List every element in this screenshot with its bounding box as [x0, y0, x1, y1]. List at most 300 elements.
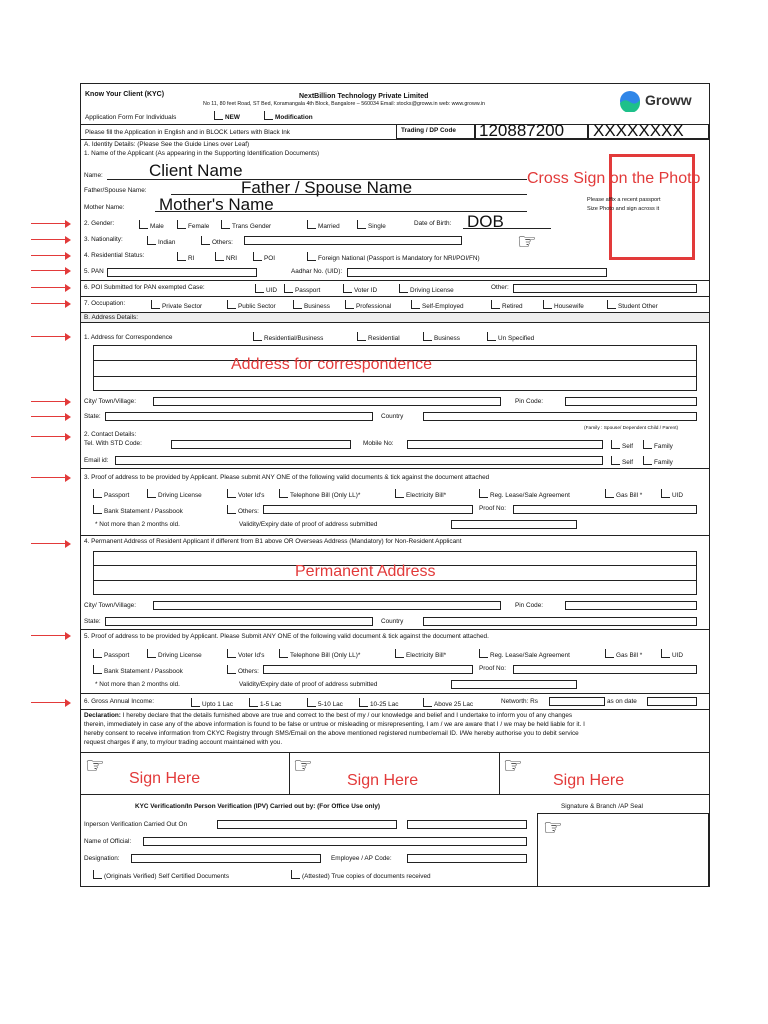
gender-male-label: Male: [150, 223, 164, 230]
occupation-student-checkbox[interactable]: [607, 300, 616, 309]
proof-uid-label: UID: [672, 492, 684, 499]
occupation-professional-label: Professional: [356, 303, 392, 310]
proof-uid[interactable]: [661, 489, 683, 500]
residential-poi[interactable]: [253, 252, 275, 263]
occupation-public[interactable]: [227, 300, 276, 311]
proof-others-field[interactable]: [263, 505, 473, 514]
photo-title: Cross Sign on the Photo: [527, 170, 701, 187]
proof-label: 3. Proof of address to be provided by Applicant. Please submit ANY ONE of the following valid documents & tick against the document attached: [84, 474, 490, 481]
groww-logo-text: Groww: [645, 92, 692, 108]
proof-telephone[interactable]: [279, 489, 360, 500]
poi-other-field[interactable]: [513, 284, 697, 293]
gender-male-checkbox[interactable]: [139, 220, 148, 229]
official-field[interactable]: [143, 837, 527, 846]
modification-label: Modification: [275, 114, 313, 121]
proof-telephone-checkbox[interactable]: [279, 489, 288, 498]
gender-trans-label: Trans Gender: [232, 223, 272, 230]
corr-residential-label: Residential: [368, 335, 400, 342]
poi-driving-label: Driving License: [410, 287, 454, 294]
proof2-uid-checkbox[interactable]: [661, 649, 670, 658]
occupation-self-label: Self-Employed: [422, 303, 464, 310]
proof-others-label: Others:: [238, 508, 259, 515]
mother-label: Mother Name:: [84, 204, 125, 211]
occupation-public-checkbox[interactable]: [227, 300, 236, 309]
perm-city-field[interactable]: [153, 601, 501, 610]
new-checkbox[interactable]: [214, 111, 223, 120]
income-upto-1-label: Upto 1 Lac: [202, 701, 233, 708]
attested-option[interactable]: [291, 870, 431, 881]
mobile-self[interactable]: [611, 440, 633, 451]
corr-residential-checkbox[interactable]: [357, 332, 366, 341]
email-label: Email id:: [84, 457, 109, 464]
proof-telephone-label: Telephone Bill (Only LL)*: [290, 492, 361, 499]
residential-nri[interactable]: [215, 252, 237, 263]
perm-pin-label: Pin Code:: [515, 602, 544, 609]
modification-checkbox[interactable]: [264, 111, 273, 120]
proof-lease-label: Reg. Lease/Sale Agreement: [490, 492, 570, 499]
proof-passport[interactable]: [93, 489, 129, 500]
kyc-form: [80, 83, 710, 887]
name-heading: 1. Name of the Applicant (As appearing in the Supporting Identification Documents): [84, 150, 320, 157]
inperson-label: Inperson Verification Carried Out On: [84, 821, 188, 828]
perm-label: 4. Permanent Address of Resident Applicant if different from B1 above OR Overseas Address (Mandatory) for Non-Resident Applicant: [84, 538, 462, 545]
gender-male[interactable]: [139, 220, 164, 231]
residential-ri-checkbox[interactable]: [177, 252, 186, 261]
arrow-nationality: [31, 236, 71, 244]
proof-no-field[interactable]: [513, 505, 697, 514]
gender-label: 2. Gender:: [84, 220, 115, 227]
proof2-bank-label: Bank Statement / Passbook: [104, 668, 183, 675]
mobile-family-label: Family: [654, 443, 673, 450]
dp-code-value: XXXXXXXX: [593, 121, 684, 140]
poi-uid-checkbox[interactable]: [255, 284, 264, 293]
proof2-voter-checkbox[interactable]: [227, 649, 236, 658]
aadhar-label: Aadhar No. (UID):: [291, 268, 343, 275]
mother-value: Mother's Name: [159, 195, 274, 214]
occupation-professional-checkbox[interactable]: [345, 300, 354, 309]
not-more-note: * Not more than 2 months old.: [95, 521, 180, 528]
occupation-housewife[interactable]: [543, 300, 584, 311]
occupation-housewife-label: Housewife: [554, 303, 584, 310]
mobile-family-checkbox[interactable]: [643, 440, 652, 449]
trading-dp-label: Trading / DP Code: [401, 127, 456, 134]
occupation-business[interactable]: [293, 300, 330, 311]
email-self-label: Self: [622, 459, 634, 466]
proof2-no-label: Proof No:: [479, 665, 506, 672]
city-label: City/ Town/Village:: [84, 398, 136, 405]
identity-section-label: A. Identity Details: (Please See the Guide Lines over Leaf): [84, 141, 250, 148]
father-value: Father / Spouse Name: [241, 178, 413, 197]
form-title: Know Your Client (KYC): [85, 91, 165, 98]
proof2-electricity-checkbox[interactable]: [395, 649, 404, 658]
proof2-passport[interactable]: [93, 649, 129, 660]
sign-hand-2-icon: ☞: [293, 753, 313, 778]
occupation-student[interactable]: [607, 300, 658, 311]
corr-unspecified-label: Un Specified: [498, 335, 535, 342]
nationality-others-field[interactable]: [244, 236, 462, 245]
perm-city-label: City/ Town/Village:: [84, 602, 136, 609]
income-1-5[interactable]: [249, 698, 281, 709]
perm-country-field[interactable]: [423, 617, 697, 626]
arrow-permanent: [31, 540, 71, 548]
proof-lease[interactable]: [479, 489, 570, 500]
proof-driving-checkbox[interactable]: [147, 489, 156, 498]
corr-unspecified[interactable]: [487, 332, 534, 343]
networth-label: Networth: Rs: [501, 698, 538, 705]
official-label: Name of Official:: [84, 838, 132, 845]
proof-passport-label: Passport: [104, 492, 130, 499]
income-1-5-checkbox[interactable]: [249, 698, 258, 707]
nationality-others-label: Others:: [212, 239, 233, 246]
proof2-electricity-label: Electricity Bill*: [406, 652, 447, 659]
proof2-bank[interactable]: [93, 665, 183, 676]
income-above-25-checkbox[interactable]: [423, 698, 432, 707]
perm-pin-field[interactable]: [565, 601, 697, 610]
city-field[interactable]: [153, 397, 501, 406]
new-option[interactable]: [214, 111, 240, 122]
proof2-driving-checkbox[interactable]: [147, 649, 156, 658]
declaration-line-1: [84, 712, 572, 720]
poi-passport[interactable]: [284, 284, 320, 295]
corr-business[interactable]: [423, 332, 460, 343]
occupation-retired-label: Retired: [502, 303, 523, 310]
proof2-not-more: * Not more than 2 months old.: [95, 681, 180, 688]
photo-note-2: Size Photo and sign across it: [587, 206, 660, 212]
gender-female[interactable]: [177, 220, 209, 231]
status-single-checkbox[interactable]: [357, 220, 366, 229]
status-married[interactable]: [307, 220, 340, 231]
proof2-lease[interactable]: [479, 649, 570, 660]
contact-label: 2. Contact Details:: [84, 431, 137, 438]
proof-uid-checkbox[interactable]: [661, 489, 670, 498]
corr-res-business-checkbox[interactable]: [253, 332, 262, 341]
occupation-public-label: Public Sector: [238, 303, 276, 310]
as-on-date-field[interactable]: [647, 697, 697, 706]
arrow-city: [31, 398, 71, 406]
name-label: Name:: [84, 172, 103, 179]
originals-label: (Originals Verified) Self Certified Documents: [104, 873, 230, 880]
residential-nri-label: NRI: [226, 255, 238, 262]
email-field[interactable]: [115, 456, 603, 465]
pan-label: 5. PAN: [84, 268, 104, 275]
perm-state-field[interactable]: [105, 617, 373, 626]
dob-value: DOB: [467, 212, 504, 231]
corr-residential[interactable]: [357, 332, 400, 343]
proof-gas[interactable]: [605, 489, 642, 500]
poi-uid-label: UID: [266, 287, 278, 294]
seal-hand-icon: ☞: [543, 815, 563, 840]
residential-ri-label: RI: [188, 255, 195, 262]
corr-res-business-label: Residential/Business: [264, 335, 324, 342]
proof2-gas-label: Gas Bill *: [616, 652, 643, 659]
mobile-self-label: Self: [622, 443, 634, 450]
occupation-retired-checkbox[interactable]: [491, 300, 500, 309]
pan-field[interactable]: [107, 268, 257, 277]
income-5-10[interactable]: [307, 698, 343, 709]
gender-female-checkbox[interactable]: [177, 220, 186, 229]
mobile-field[interactable]: [407, 440, 603, 449]
proof-driving[interactable]: [147, 489, 202, 500]
status-married-checkbox[interactable]: [307, 220, 316, 229]
state-field[interactable]: [105, 412, 373, 421]
proof2-passport-checkbox[interactable]: [93, 649, 102, 658]
modification-option[interactable]: [264, 111, 313, 122]
email-family-label: Family: [654, 459, 673, 466]
occupation-business-checkbox[interactable]: [293, 300, 302, 309]
gender-trans[interactable]: [221, 220, 271, 231]
proof2-label: 5. Proof of address to be provided by Applicant. Please Submit ANY ONE of the following valid document & tick against the document attached.: [84, 633, 489, 640]
form-subtitle: Application Form For Individuals: [85, 114, 177, 121]
poi-uid[interactable]: [255, 284, 277, 295]
status-single-label: Single: [368, 223, 386, 230]
proof-bank[interactable]: [93, 505, 183, 516]
originals-option[interactable]: [93, 870, 229, 881]
country-field[interactable]: [423, 412, 697, 421]
gender-female-label: Female: [188, 223, 210, 230]
occupation-professional[interactable]: [345, 300, 391, 311]
proof-others[interactable]: [227, 505, 259, 516]
country-label: Country: [381, 413, 404, 420]
arrow-correspondence: [31, 333, 71, 341]
declaration-title: Declaration:: [84, 712, 121, 719]
status-married-label: Married: [318, 223, 340, 230]
residential-foreign-label: Foreign National (Passport is Mandatory for NRI/POI/FN): [318, 255, 480, 262]
aadhar-field[interactable]: [347, 268, 607, 277]
employee-label: Employee / AP Code:: [331, 855, 392, 862]
occupation-label: 7. Occupation:: [84, 300, 126, 307]
proof-voter-checkbox[interactable]: [227, 489, 236, 498]
proof2-telephone[interactable]: [279, 649, 360, 660]
new-label: NEW: [225, 114, 240, 121]
tel-label: Tel. With STD Code:: [84, 440, 142, 447]
proof-bank-label: Bank Statement / Passbook: [104, 508, 183, 515]
residential-foreign[interactable]: [307, 252, 480, 263]
as-on-date-label: as on date: [607, 698, 637, 705]
arrow-gender: [31, 220, 71, 228]
validity-field[interactable]: [451, 520, 577, 529]
income-5-10-checkbox[interactable]: [307, 698, 316, 707]
sign-hand-1-icon: ☞: [85, 753, 105, 778]
income-label: 6. Gross Annual Income:: [84, 698, 154, 705]
corr-unspecified-checkbox[interactable]: [487, 332, 496, 341]
poi-other-label: Other:: [491, 284, 509, 291]
corr-business-checkbox[interactable]: [423, 332, 432, 341]
arrow-contact: [31, 433, 71, 441]
company-address: No 11, 80 feet Road, ST Bed, Koramangala 4th Block, Bangalore – 560034 Email: stocks@groww.in web: www.groww.in: [203, 101, 485, 107]
income-1-5-label: 1-5 Lac: [260, 701, 282, 708]
attested-label: (Attested) True copies of documents received: [302, 873, 431, 880]
residential-ri[interactable]: [177, 252, 194, 263]
residential-poi-checkbox[interactable]: [253, 252, 262, 261]
email-family-checkbox[interactable]: [643, 456, 652, 465]
family-note: (Family : Spouse/ Dependent Child / Parent): [584, 426, 679, 431]
declaration-line-2: therein, immediately in case any of the above information is found to be false or untrue or misleading or misrepresenting, I am / we are aware that I / we may be held liable for it. I: [84, 721, 585, 728]
groww-logo-icon: [619, 90, 641, 112]
residential-nri-checkbox[interactable]: [215, 252, 224, 261]
proof2-uid[interactable]: [661, 649, 683, 660]
gender-trans-checkbox[interactable]: [221, 220, 230, 229]
inperson-field[interactable]: [217, 820, 397, 829]
proof-voter[interactable]: [227, 489, 264, 500]
proof-electricity[interactable]: [395, 489, 446, 500]
validity-label: Validity/Expiry date of proof of address submitted: [239, 521, 378, 528]
pointing-hand-icon: ☞: [517, 229, 537, 254]
networth-field[interactable]: [549, 697, 605, 706]
residential-poi-label: POI: [264, 255, 276, 262]
occupation-retired[interactable]: [491, 300, 523, 311]
declaration-line-4: request charges if any, to my/our trading account maintained with you.: [84, 739, 283, 746]
sign-here-2[interactable]: Sign Here: [347, 772, 419, 789]
email-self-checkbox[interactable]: [611, 456, 620, 465]
corr-res-business[interactable]: [253, 332, 323, 343]
proof2-driving[interactable]: [147, 649, 202, 660]
occupation-private-label: Private Sector: [162, 303, 203, 310]
inperson-date-field[interactable]: [407, 820, 527, 829]
income-upto-1-checkbox[interactable]: [191, 698, 200, 707]
occupation-self[interactable]: [411, 300, 464, 311]
attested-checkbox[interactable]: [291, 870, 300, 879]
perm-address-value: Permanent Address: [295, 563, 436, 580]
income-upto-1[interactable]: [191, 698, 233, 709]
designation-field[interactable]: [131, 854, 321, 863]
proof-driving-label: Driving License: [158, 492, 202, 499]
groww-logo: [619, 90, 641, 117]
proof-lease-checkbox[interactable]: [479, 489, 488, 498]
nationality-label: 3. Nationality:: [84, 236, 123, 243]
income-above-25-label: Above 25 Lac: [434, 701, 474, 708]
email-family[interactable]: [643, 456, 673, 467]
occupation-business-label: Business: [304, 303, 330, 310]
income-10-25-label: 10-25 Lac: [370, 701, 399, 708]
proof-electricity-checkbox[interactable]: [395, 489, 404, 498]
mobile-label: Mobile No:: [363, 440, 394, 447]
sign-here-1[interactable]: Sign Here: [129, 770, 201, 787]
mobile-family[interactable]: [643, 440, 673, 451]
occupation-private-checkbox[interactable]: [151, 300, 160, 309]
dob-label: Date of Birth:: [414, 220, 452, 227]
seal-box[interactable]: [537, 813, 709, 887]
proof-passport-checkbox[interactable]: [93, 489, 102, 498]
proof2-gas-checkbox[interactable]: [605, 649, 614, 658]
occupation-student-label: Student Other: [618, 303, 658, 310]
originals-checkbox[interactable]: [93, 870, 102, 879]
perm-state-label: State:: [84, 618, 101, 625]
arrow-proof2: [31, 632, 71, 640]
designation-label: Designation:: [84, 855, 120, 862]
corr-label: 1. Address for Correspondence: [84, 334, 173, 341]
address-section-bar: [81, 313, 709, 322]
poi-voter-label: Voter ID: [354, 287, 378, 294]
arrow-proof: [31, 474, 71, 482]
proof2-driving-label: Driving License: [158, 652, 202, 659]
status-single[interactable]: [357, 220, 386, 231]
residential-label: 4. Residential Status:: [84, 252, 145, 259]
proof2-others[interactable]: [227, 665, 259, 676]
proof2-passport-label: Passport: [104, 652, 130, 659]
arrow-state: [31, 413, 71, 421]
mobile-self-checkbox[interactable]: [611, 440, 620, 449]
email-self[interactable]: [611, 456, 633, 467]
employee-field[interactable]: [407, 854, 527, 863]
validity2-label: Validity/Expiry date of proof of address submitted: [239, 681, 378, 688]
trading-code-value: 120887200: [479, 121, 565, 140]
poi-passport-label: Passport: [295, 287, 321, 294]
arrow-occupation: [31, 300, 71, 308]
proof-gas-checkbox[interactable]: [605, 489, 614, 498]
proof-voter-label: Voter Id's: [238, 492, 265, 499]
sign-hand-3-icon: ☞: [503, 753, 523, 778]
proof2-others-field[interactable]: [263, 665, 473, 674]
arrow-pan: [31, 267, 71, 275]
sign-here-3[interactable]: Sign Here: [553, 772, 625, 789]
poi-passport-checkbox[interactable]: [284, 284, 293, 293]
nationality-others-checkbox[interactable]: [201, 236, 210, 245]
state-label: State:: [84, 413, 101, 420]
perm-country-label: Country: [381, 618, 404, 625]
occupation-private[interactable]: [151, 300, 202, 311]
poi-voter[interactable]: [343, 284, 377, 295]
nationality-others[interactable]: [201, 236, 233, 247]
proof2-lease-label: Reg. Lease/Sale Agreement: [490, 652, 570, 659]
proof2-lease-checkbox[interactable]: [479, 649, 488, 658]
nationality-indian-checkbox[interactable]: [147, 236, 156, 245]
corr-address-value: Address for correspondence: [231, 356, 432, 373]
income-10-25[interactable]: [359, 698, 398, 709]
validity2-field[interactable]: [451, 680, 577, 689]
proof2-voter-label: Voter Id's: [238, 652, 265, 659]
occupation-self-checkbox[interactable]: [411, 300, 420, 309]
proof2-telephone-checkbox[interactable]: [279, 649, 288, 658]
proof2-no-field[interactable]: [513, 665, 697, 674]
income-above-25[interactable]: [423, 698, 473, 709]
proof2-bank-checkbox[interactable]: [93, 665, 102, 674]
declaration-line-3: hereby consent to receive information from CKYC Registry through SMS/Email on the above mentioned registered number/email ID. I/We hereby authorise you to debit service: [84, 730, 579, 737]
poi-driving[interactable]: [399, 284, 454, 295]
nationality-indian-label: Indian: [158, 239, 176, 246]
poi-voter-checkbox[interactable]: [343, 284, 352, 293]
nationality-indian[interactable]: [147, 236, 175, 247]
proof-electricity-label: Electricity Bill*: [406, 492, 447, 499]
proof2-electricity[interactable]: [395, 649, 446, 660]
residential-foreign-checkbox[interactable]: [307, 252, 316, 261]
income-10-25-checkbox[interactable]: [359, 698, 368, 707]
tel-field[interactable]: [171, 440, 351, 449]
arrow-residential: [31, 252, 71, 260]
proof-no-label: Proof No:: [479, 505, 506, 512]
proof-bank-checkbox[interactable]: [93, 505, 102, 514]
proof2-telephone-label: Telephone Bill (Only LL)*: [290, 652, 361, 659]
pin-label: Pin Code:: [515, 398, 544, 405]
pin-field[interactable]: [565, 397, 697, 406]
address-section-label: B. Address Details:: [84, 314, 138, 321]
name-value: Client Name: [149, 161, 243, 180]
proof2-voter[interactable]: [227, 649, 264, 660]
proof2-others-checkbox[interactable]: [227, 665, 236, 674]
proof2-uid-label: UID: [672, 652, 684, 659]
photo-note-1: Please affix a recent passport: [587, 197, 661, 203]
income-5-10-label: 5-10 Lac: [318, 701, 343, 708]
declaration-text-1: I hereby declare that the details furnished above are true and correct to the best of my / our knowledge and belief and I undertake to inform you of any changes: [120, 712, 573, 719]
fill-instruction: Please fill the Application in English and in BLOCK Letters with Black Ink: [85, 129, 290, 136]
proof-gas-label: Gas Bill *: [616, 492, 643, 499]
poi-label: 6. POI Submitted for PAN exempted Case:: [84, 284, 205, 291]
arrow-poi: [31, 284, 71, 292]
father-label: Father/Spouse Name:: [84, 187, 147, 194]
proof2-gas[interactable]: [605, 649, 642, 660]
poi-driving-checkbox[interactable]: [399, 284, 408, 293]
occupation-housewife-checkbox[interactable]: [543, 300, 552, 309]
proof-others-checkbox[interactable]: [227, 505, 236, 514]
